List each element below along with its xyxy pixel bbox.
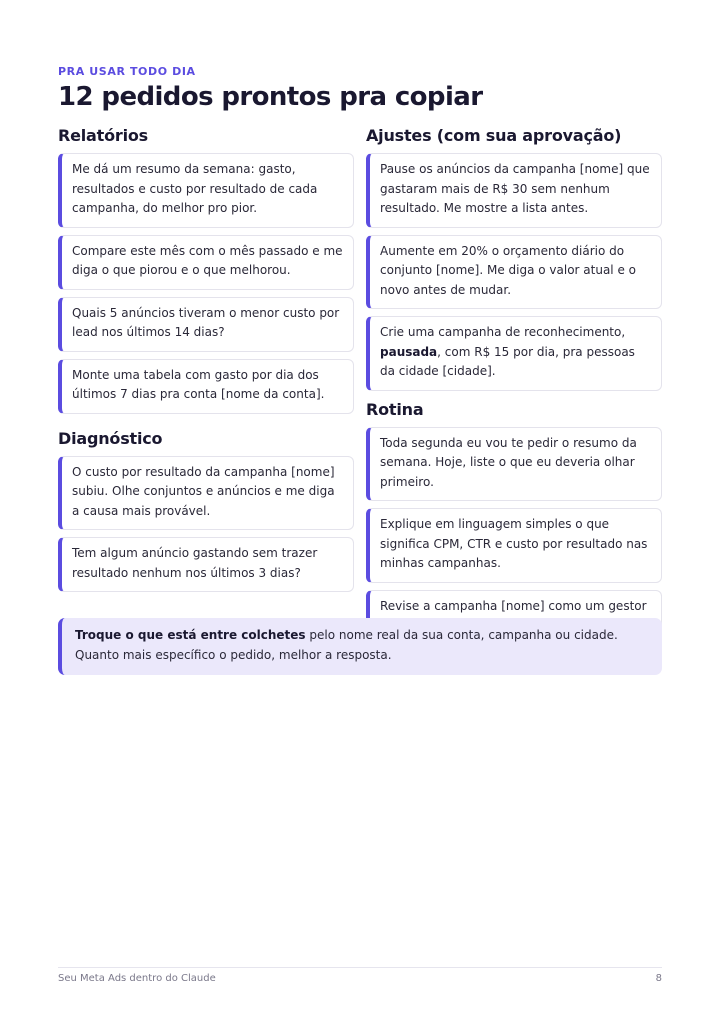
prompt-card: Monte uma tabela com gasto por dia dos últimos 7 dias pra conta [nome da conta]. <box>58 359 354 414</box>
diagnostico-list <box>58 456 354 593</box>
prompt-card: Quais 5 anúncios tiveram o menor custo por lead nos últimos 14 dias? <box>58 297 354 352</box>
section-title-diagnostico: Diagnóstico <box>58 428 163 448</box>
prompt-card: Me dá um resumo da semana: gasto, resultados e custo por resultado de cada campanha, do melhor pro pior. <box>58 153 354 228</box>
tip-emphasis: Troque o que está entre colchetes <box>75 628 306 642</box>
page <box>58 0 662 1019</box>
prompt-card: Revise a campanha [nome] como um gestor <box>366 590 662 645</box>
prompt-card: Toda segunda eu vou te pedir o resumo da semana. Hoje, liste o que eu deveria olhar primeiro. <box>366 427 662 502</box>
page-number: 8 <box>655 973 662 984</box>
ajustes-list <box>366 153 662 391</box>
section-title-ajustes: Ajustes (com sua aprovação) <box>366 126 622 145</box>
prompt-card: Explique em linguagem simples o que significa CPM, CTR e custo por resultado nas minhas campanhas. <box>366 508 662 583</box>
tip-text: pelo nome real da sua conta, campanha ou cidade. Quanto mais específico o pedido, melhor a resposta. <box>75 628 618 662</box>
rotina-list <box>366 427 662 645</box>
eyebrow-label: PRA USAR TODO DIA <box>58 65 196 78</box>
prompt-emphasis: pausada <box>380 344 438 359</box>
prompt-card: Aumente em 20% o orçamento diário do conjunto [nome]. Me diga o valor atual e o novo antes de mudar. <box>366 235 662 310</box>
tip-callout <box>58 618 662 675</box>
section-title-rotina: Rotina <box>366 399 424 419</box>
left-column <box>58 124 354 599</box>
prompt-text: Crie uma campanha de reconhecimento, <box>380 325 626 339</box>
relatorios-list <box>58 153 354 414</box>
prompt-card <box>366 316 662 391</box>
prompt-card: Pause os anúncios da campanha [nome] que gastaram mais de R$ 30 sem nenhum resultado. Me mostre a lista antes. <box>366 153 662 228</box>
prompt-card: Compare este mês com o mês passado e me diga o que piorou e o que melhorou. <box>58 235 354 290</box>
right-column <box>366 124 662 652</box>
section-title-relatorios: Relatórios <box>58 126 148 145</box>
prompt-card: O custo por resultado da campanha [nome] subiu. Olhe conjuntos e anúncios e me diga a causa mais provável. <box>58 456 354 531</box>
footer-divider <box>58 967 662 968</box>
footer-title: Seu Meta Ads dentro do Claude <box>58 973 216 984</box>
prompt-text: , com R$ 15 por dia, pra pessoas da cidade [cidade]. <box>380 344 635 378</box>
prompt-card: Tem algum anúncio gastando sem trazer resultado nenhum nos últimos 3 dias? <box>58 537 354 592</box>
page-title: 12 pedidos prontos pra copiar <box>58 82 483 112</box>
